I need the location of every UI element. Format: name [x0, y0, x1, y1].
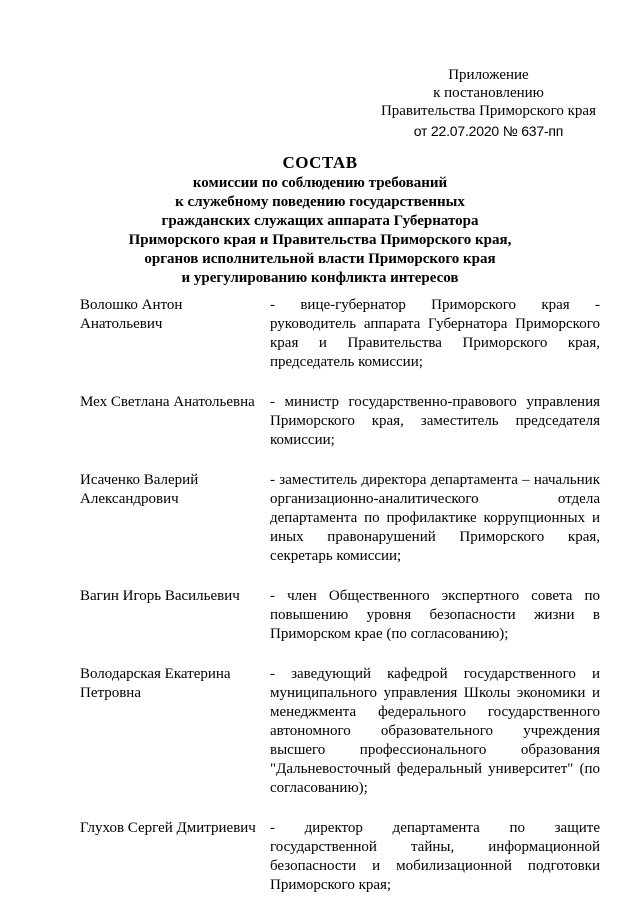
- appendix-block: [381, 66, 596, 140]
- member-role: - директор департамента по защите государственной тайны, информационной безопасности и мобилизационной подготовки Приморского края;: [270, 820, 600, 893]
- member-name: Вагин Игорь Васильевич: [80, 588, 240, 604]
- document-title-block: [0, 153, 640, 288]
- document-subtitle-line: гражданских служащих аппарата Губернатора: [161, 213, 479, 229]
- document-subtitle-line: Приморского края и Правительства Приморского края,: [128, 232, 512, 248]
- document-subtitle-line: к служебному поведению государственных: [175, 194, 465, 210]
- document-subtitle-line: органов исполнительной власти Приморского края: [144, 251, 496, 267]
- document-subtitle-line: и урегулированию конфликта интересов: [181, 270, 459, 286]
- appendix-label: Приложение: [448, 67, 529, 83]
- appendix-decree-ref: к постановлению: [433, 85, 544, 101]
- member-name: Волошко Антон Анатольевич: [80, 297, 183, 332]
- member-entry: [80, 819, 600, 895]
- member-name: Исаченко Валерий Александрович: [80, 472, 199, 507]
- member-entry: [80, 665, 600, 798]
- member-role: - член Общественного экспертного совета по повышению уровня безопасности жизни в Приморском крае (по согласованию);: [270, 588, 600, 642]
- member-role: - министр государственно-правового управления Приморского края, заместитель председателя комиссии;: [270, 394, 600, 448]
- member-name: Володарская Екатерина Петровна: [80, 666, 231, 701]
- member-entry: [80, 296, 600, 372]
- member-name: Мех Светлана Анатольевна: [80, 394, 255, 410]
- document-title: СОСТАВ: [282, 153, 358, 172]
- appendix-authority: Правительства Приморского края: [380, 103, 596, 119]
- member-role: - заведующий кафедрой государственного и муниципального управления Школы экономики и менеджмента федерального государственного автономного образовательного учреждения высшего профессионального образования "Дальневосточный федеральный университет" (по согласованию);: [270, 666, 600, 796]
- member-name: Глухов Сергей Дмитриевич: [80, 820, 256, 836]
- member-role: - вице-губернатор Приморского края - руководитель аппарата Губернатора Приморского края и Правительства Приморского края, председатель комиссии;: [270, 297, 600, 370]
- member-entry: [80, 393, 600, 450]
- member-entry: [80, 587, 600, 644]
- document-subtitle-line: комиссии по соблюдению требований: [192, 175, 448, 191]
- members-list: [80, 296, 600, 916]
- member-role: - заместитель директора департамента – начальник организационно-аналитического отдела департамента по профилактике коррупционных и иных правонарушений Приморского края, секретарь комиссии;: [270, 472, 600, 564]
- decree-number: от 22.07.2020 № 637-пп: [413, 123, 564, 139]
- member-entry: [80, 471, 600, 566]
